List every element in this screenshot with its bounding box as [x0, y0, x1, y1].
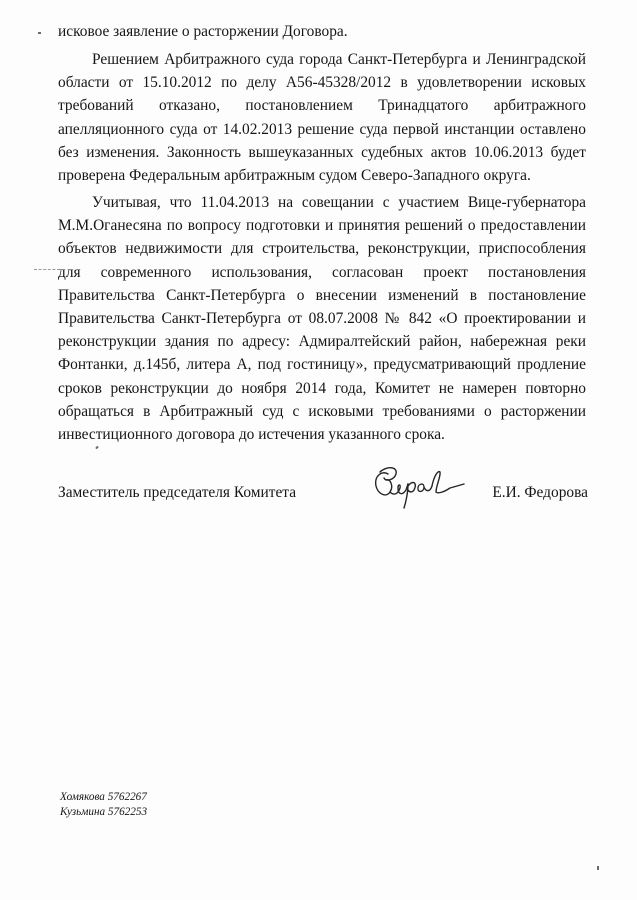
scan-speck — [95, 446, 98, 450]
handwritten-signature-icon — [368, 462, 468, 512]
contacts-block — [60, 790, 147, 819]
scan-speck — [597, 866, 599, 870]
contact-line: Хомякова 5762267 — [60, 791, 147, 803]
signature-block — [58, 481, 588, 505]
scan-speck — [38, 32, 41, 34]
signer-position: Заместитель председателя Комитета — [58, 484, 297, 501]
contact-line: Кузьмина 5762253 — [60, 805, 148, 818]
scan-dash-line — [34, 269, 60, 270]
paragraph-opening: исковое заявление о расторжении Договора. — [58, 23, 348, 40]
paragraph-court-decisions: Решением Арбитражного суда города Санкт-Петербурга и Ленинградской области от 15.10.2012 по делу А56-45328/2012 в удовлетворении исковых требований отказано, постановлением Тринадцатого арбитражного апелляционного суда от 14.02.2013 решение суда первой инстанции оставлено без изменения. Законность вышеуказанных судебных актов 10.06.2013 будет проверена Федеральным арбитражным судом Северо-Западного округа. — [58, 51, 586, 185]
paragraph-committee-position: Учитывая, что 11.04.2013 на совещании с участием Вице-губернатора М.М.Оганесяна по вопросу подготовки и принятия решений о предоставлении объектов недвижимости для строительства, реконструкции, приспособления для современного использования, согласован проект постановления Правительства Санкт-Петербурга о внесении изменений в постановление Правительства Санкт-Петербурга от 08.07.2008 № 842 «О проектировании и реконструкции здания по адресу: Адмиралтейский район, набережная реки Фонтанки, д.145б, литера А, под гостиницу», предусматривающий продление сроков реконструкции до ноября 2014 года, Комитет не намерен повторно обращаться в Арбитражный суд с исковыми требованиями о расторжении инвестиционного договора до истечения указанного срока. — [58, 194, 586, 444]
signer-name: Е.И. Федорова — [492, 484, 588, 501]
